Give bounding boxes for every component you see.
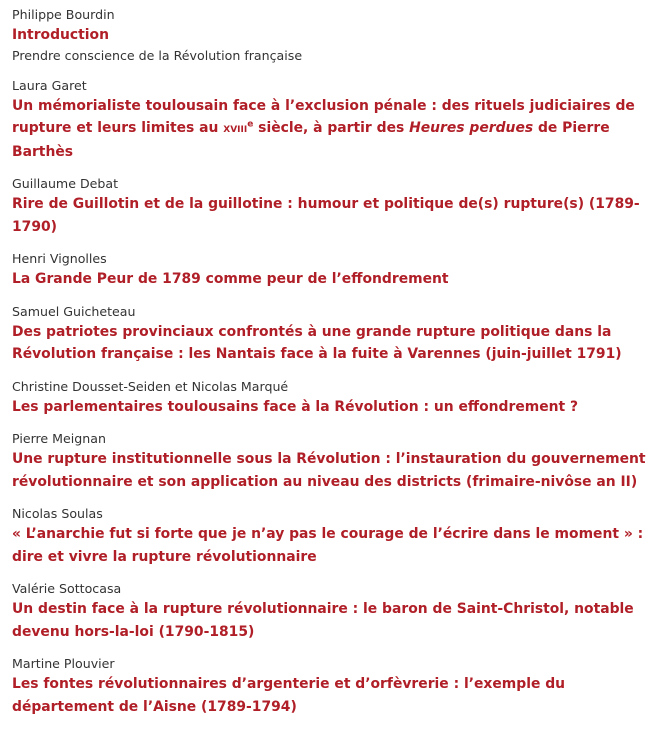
author-name: Henri Vignolles [12,251,107,266]
author-name: Samuel Guicheteau [12,303,136,319]
toc-entry [12,302,650,366]
author-name: Guillaume Debat [12,176,119,191]
chapter-subtitle: Prendre conscience de la Révolution française [12,47,303,63]
toc-entry [12,579,650,643]
century-numeral: xviii [223,121,248,136]
book-title-italic: Heures perdues [409,120,534,136]
title-text: siècle, à partir des [253,120,410,136]
chapter-title-link[interactable]: La Grande Peur de 1789 comme peur de l’effondrement [12,271,449,287]
toc-entry [12,5,650,65]
chapter-title-link[interactable]: « L’anarchie fut si forte que je n’ay pas le courage de l’écrire dans le moment » : dire et vivre la rupture révolutionnaire [12,526,644,565]
toc-entry [12,76,650,164]
chapter-title-link[interactable]: Introduction [12,27,109,43]
toc-entry [12,249,650,291]
chapter-title-link[interactable]: Rire de Guillotin et de la guillotine : humour et politique de(s) rupture(s) (1789-1790) [12,196,640,235]
author-name: Laura Garet [12,77,87,93]
author-name: Christine Dousset-Seiden et Nicolas Marqué [12,378,289,394]
toc-entry [12,504,650,568]
chapter-title-link[interactable] [12,95,650,164]
author-name: Philippe Bourdin [12,7,115,22]
chapter-title-link[interactable]: Des patriotes provinciaux confrontés à une grande rupture politique dans la Révolution française : les Nantais face à la fuite à Varennes (juin-juillet 1791) [12,323,622,362]
author-name: Valérie Sottocasa [12,581,122,596]
chapter-title-link[interactable]: Les parlementaires toulousains face à la Révolution : un effondrement ? [12,398,579,415]
author-name: Pierre Meignan [12,431,106,446]
toc-entry [12,654,650,718]
toc-entry [12,377,650,419]
chapter-title-link[interactable]: Une rupture institutionnelle sous la Révolution : l’instauration du gouvernement révolutionnaire et son application au niveau des districts (frimaire-nivôse an II) [12,451,646,490]
title-text: Un mémorialiste toulousain face à l’exclusion pénale : des rituels judiciaires de rupture et leurs limites au [12,97,635,136]
chapter-title-link[interactable]: Les fontes révolutionnaires d’argenterie et d’orfèvrerie : l’exemple du département de l’Aisne (1789-1794) [12,676,566,715]
chapter-title-link[interactable]: Un destin face à la rupture révolutionnaire : le baron de Saint-Christol, notable devenu hors-la-loi (1790-1815) [12,601,634,640]
toc-entry [12,174,650,238]
title-text: de Pierre Barthès [12,120,610,160]
century-suffix: e [247,119,254,130]
author-name: Martine Plouvier [12,656,115,671]
toc-entry [12,429,650,493]
author-name: Nicolas Soulas [12,506,103,521]
